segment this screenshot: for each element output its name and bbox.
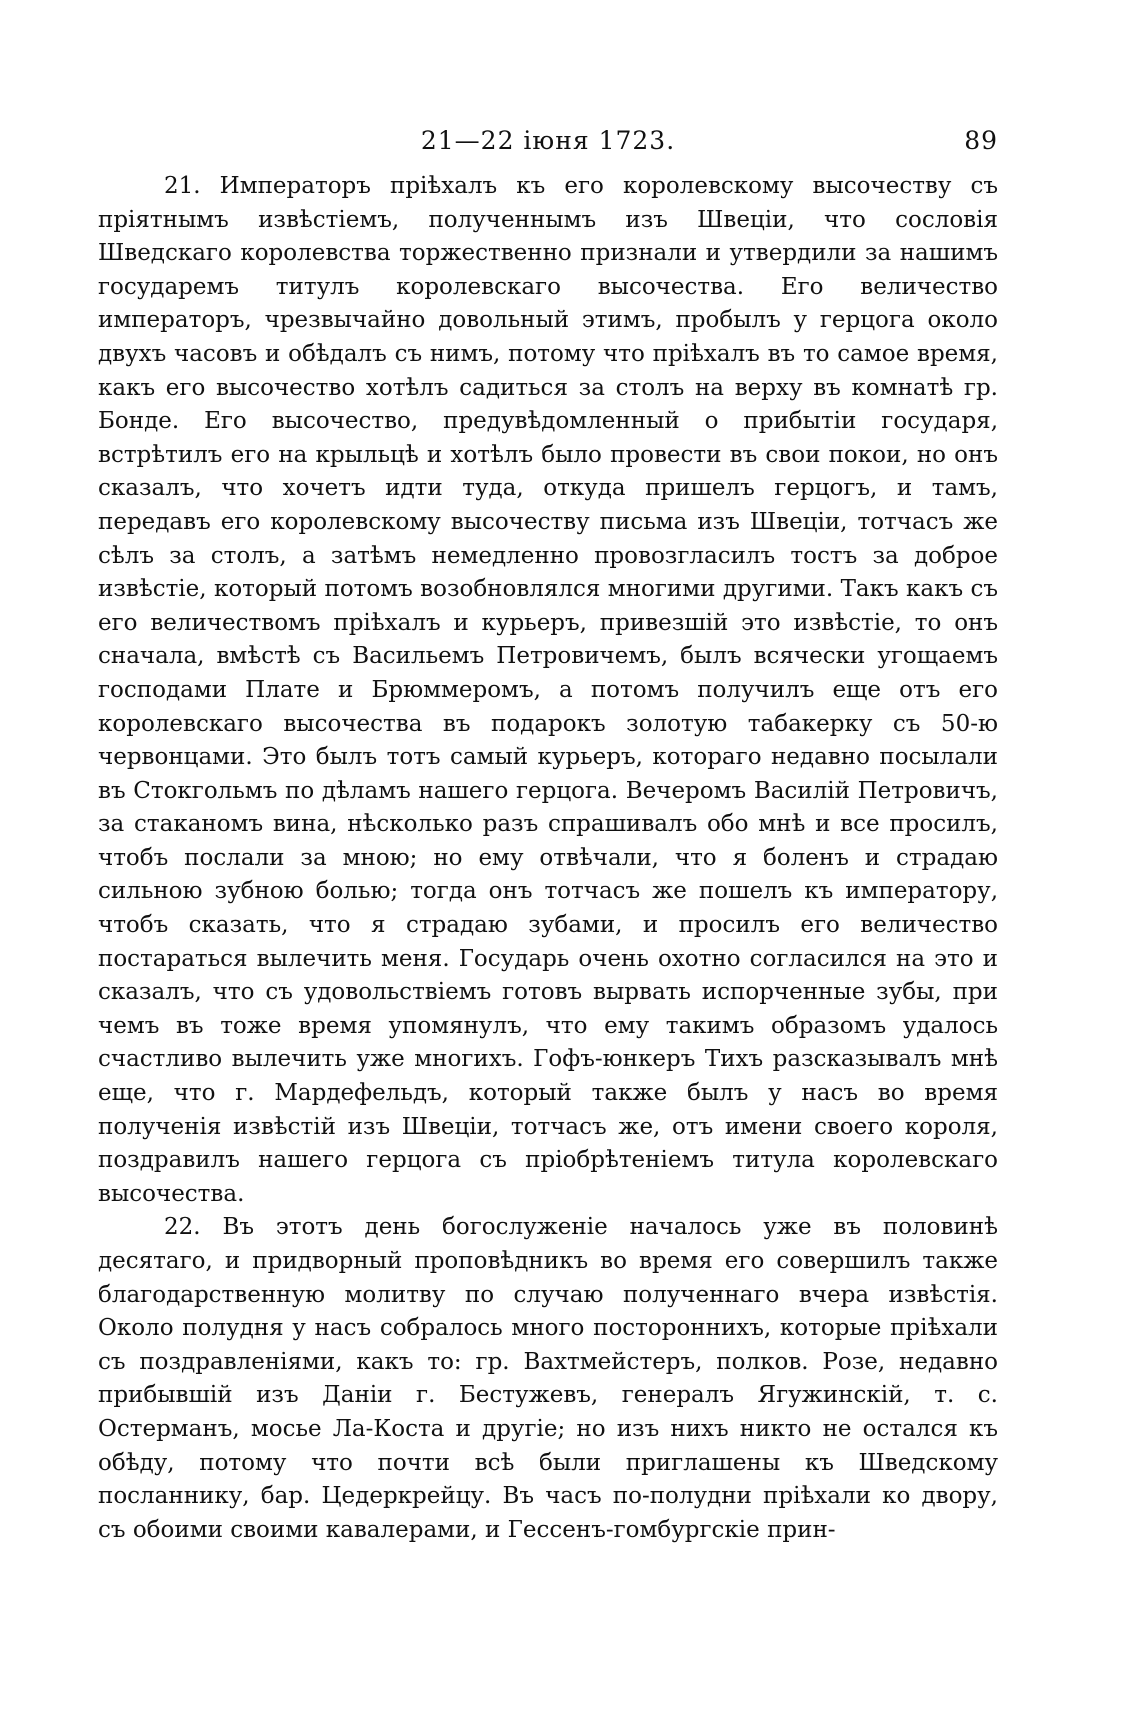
running-title: 21—22 іюня 1723.	[420, 126, 676, 155]
body-text	[98, 170, 998, 1547]
paragraph-21: 21. Императоръ пріѣхалъ къ его королевскому высочеству съ пріятнымъ извѣстіемъ, полученнымъ изъ Швеціи, что сословія Шведскаго королевства торжественно признали и утвердили за нашимъ государемъ титулъ королевскаго высочества. Его величество императоръ, чрезвычайно довольный этимъ, пробылъ у герцога около двухъ часовъ и обѣдалъ съ нимъ, потому что пріѣхалъ въ то самое время, какъ его высочество хотѣлъ садиться за столъ на верху въ комнатѣ гр. Бонде. Его высочество, предувѣдомленный о прибытіи государя, встрѣтилъ его на крыльцѣ и хотѣлъ было провести въ свои покои, но онъ сказалъ, что хочетъ идти туда, откуда пришелъ герцогъ, и тамъ, передавъ его королевскому высочеству письма изъ Швеціи, тотчасъ же сѣлъ за столъ, а затѣмъ немедленно провозгласилъ тостъ за доброе извѣстіе, который потомъ возобновлялся многими другими. Такъ какъ съ его величествомъ пріѣхалъ и курьеръ, привезшій это извѣстіе, то онъ сначала, вмѣстѣ съ Васильемъ Петровичемъ, былъ всячески угощаемъ господами Плате и Брюммеромъ, а потомъ получилъ еще отъ его королевскаго высочества въ подарокъ золотую табакерку съ 50-ю червонцами. Это былъ тотъ самый курьеръ, котораго недавно посылали въ Стокгольмъ по дѣламъ нашего герцога. Вечеромъ Василій Петровичъ, за стаканомъ вина, нѣсколько разъ спрашивалъ обо мнѣ и все просилъ, чтобъ послали за мною; но ему отвѣчали, что я боленъ и страдаю сильною зубною болью; тогда онъ тотчасъ же пошелъ къ императору, чтобъ сказать, что я страдаю зубами, и просилъ его величество постараться вылечить меня. Государь очень охотно согласился на это и сказалъ, что съ удовольствіемъ готовъ вырвать испорченные зубы, при чемъ въ тоже время упомянулъ, что ему такимъ образомъ удалось счастливо вылечить уже многихъ. Гофъ-юнкеръ Тихъ разсказывалъ мнѣ еще, что г. Мардефельдъ, который также былъ у насъ во время полученія извѣстій изъ Швеціи, тотчасъ же, отъ имени своего короля, поздравилъ нашего герцога съ пріобрѣтеніемъ титула королевскаго высочества.	[98, 173, 998, 1207]
page-number: 89	[964, 126, 998, 155]
running-head	[98, 126, 998, 162]
paragraph-22: 22. Въ этотъ день богослуженіе началось уже въ половинѣ десятаго, и придворный проповѣдникъ во время его совершилъ также благодарственную молитву по случаю полученнаго вчера извѣстія. Около полудня у насъ собралось много постороннихъ, которые пріѣхали съ поздравленіями, какъ то: гр. Вахтмейстеръ, полков. Розе, недавно прибывшій изъ Даніи г. Бестужевъ, генералъ Ягужинскій, т. с. Остерманъ, мосье Ла-Коста и другіе; но изъ нихъ никто не остался къ обѣду, потому что почти всѣ были приглашены къ Шведскому посланнику, бар. Цедеркрейцу. Въ часъ по-полудни пріѣхали ко двору, съ обоими своими кавалерами, и Гессенъ-гомбургскіе прин-	[98, 1214, 998, 1543]
